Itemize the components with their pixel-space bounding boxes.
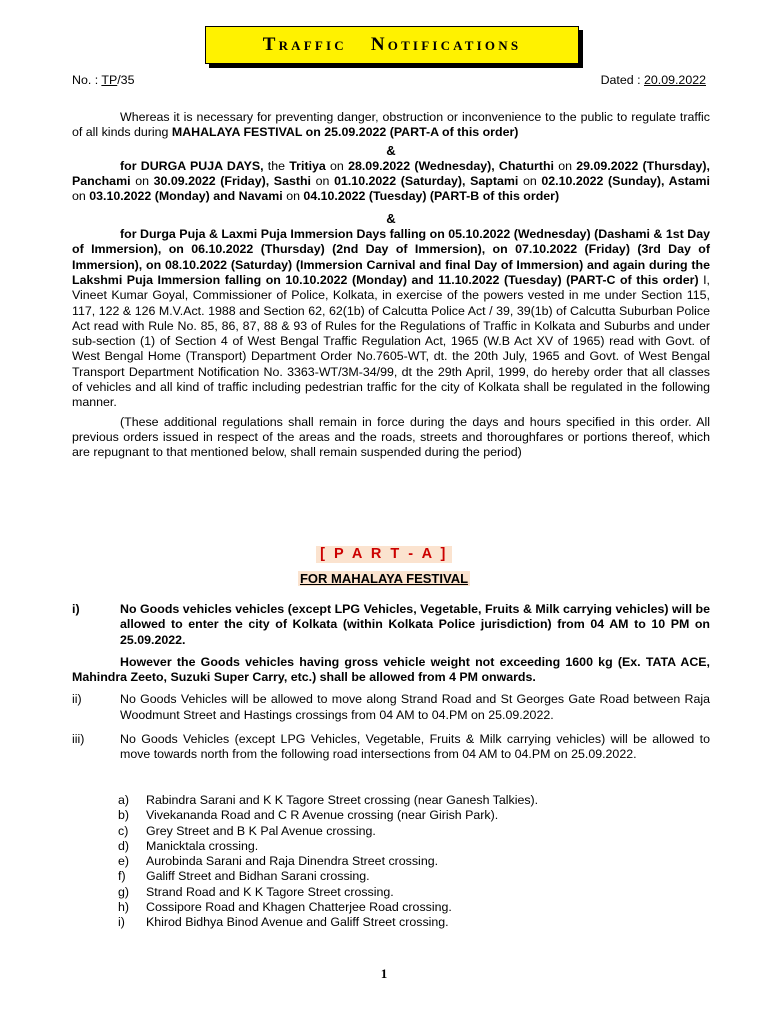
part-a-clauses [72, 602, 710, 763]
reference-number [72, 73, 134, 88]
page-number: 1 [380, 966, 388, 981]
list-item: h) Cossipore Road and Khagen Chatterjee Road crossing. [118, 900, 452, 915]
date-line [601, 73, 706, 88]
list-item: e) Aurobinda Sarani and Raja Dinendra Street crossing. [118, 854, 439, 869]
part-a-subtitle: FOR MAHALAYA FESTIVAL [299, 571, 469, 586]
list-item: b) Vivekananda Road and C R Avenue crossing (near Girish Park). [118, 808, 499, 823]
list-item: c) Grey Street and B K Pal Avenue crossing. [118, 823, 376, 838]
dated-label: Dated : [600, 73, 644, 87]
part-a-subheading [0, 571, 768, 587]
list-item: i) Khirod Bidhya Binod Avenue and Galiff Street crossing. [118, 915, 449, 930]
document-title: Traffic Notifications [262, 34, 522, 56]
crossings-list [118, 793, 678, 931]
title-banner [205, 26, 579, 64]
clause-ii [72, 692, 710, 723]
clause-ii-number: ii) [72, 692, 82, 707]
part-a-label: [ P A R T - A ] [316, 546, 452, 563]
list-item: g) Strand Road and K K Tagore Street crossing. [118, 884, 394, 899]
clause-iii [72, 732, 710, 763]
ref-suffix: /35 [117, 73, 135, 87]
clause-ii-text: No Goods Vehicles will be allowed to move along Strand Road and St Georges Gate Road between Raja Woodmunt Street and Hastings crossings from 04 AM to 04.PM on 25.09.2022. [120, 692, 710, 722]
ref-prefix: No. : [72, 73, 102, 87]
clause-iii-number: iii) [72, 732, 85, 747]
part-a-heading [0, 546, 768, 563]
clause-i-note: However the Goods vehicles having gross vehicle weight not exceeding 1600 kg (Ex. TATA ACE, Mahindra Zeeto, Suzuki Super Carry, etc.) shall be allowed from 4 PM onwards. [72, 654, 710, 685]
ref-code: TP [101, 73, 118, 87]
ampersand-2: & [386, 210, 396, 226]
ampersand-1: & [386, 142, 396, 158]
preamble-paragraph-3: for Durga Puja & Laxmi Puja Immersion Days falling on 05.10.2022 (Wednesday) (Dashami & 1st Day of Immersion), on 06.10.2022 (Thursday) (2nd Day of Immersion), on 07.10.2022 (Friday) (3rd Day of Immersion), on 08.10.2022 (Saturday) (Immersion Carnival and final Day of Immersion) and again during the Lakshmi Puja Immersion falling on 10.10.2022 (Monday) and 11.10.2022 (Tuesday) (PART-C of this order) I, Vineet Kumar Goyal, Commissioner of Police, Kolkata, in exercise of the powers vested in me under Section 115, 117, 122 & 126 M.V.Act. 1988 and Section 62, 62(1b) of Calcutta Police Act / 39, 39(1b) of Calcutta Suburban Police Act read with Rule No. 85, 86, 87, 88 & 93 of Rules for the Regulations of Traffic in Kolkata and Suburbs and under sub-section (1) of Section 4 of West Bengal Traffic Regulation Act, 1965 (W.B Act XV of 1965) read with Govt. of West Bengal Home (Transport) Department Order No.7605-WT, dt. the 20th July, 1965 and Govt. of West Bengal Transport Department Notification No. 3363-WT/3M-34/99, dt the 29th April, 1999, do hereby order that all classes of vehicles and all kind of traffic including pedestrian traffic for the city of Kolkata shall be regulated in the following manner. [72, 227, 710, 410]
list-item: f) Galiff Street and Bidhan Sarani crossing. [118, 869, 370, 884]
clause-i-number: i) [72, 602, 80, 616]
preamble-paragraph-4: (These additional regulations shall remain in force during the days and hours specified in this order. All previous orders issued in respect of the areas and the roads, streets and thoroughfares or portions thereof, which are repugnant to that mentioned below, shall remain suspended during the period) [72, 414, 710, 460]
dated-value: 20.09.2022 [643, 73, 706, 87]
preamble-paragraph-2: for DURGA PUJA DAYS, the Tritiya on 28.09.2022 (Wednesday), Chaturthi on 29.09.2022 (Thursday), Panchami on 30.09.2022 (Friday), Sasthi on 01.10.2022 (Saturday), Saptami on 02.10.2022 (Sunday), Astami on 03.10.2022 (Monday) and Navami on 04.10.2022 (Tuesday) (PART-B of this order) [72, 158, 710, 204]
clause-iii-text: No Goods Vehicles (except LPG Vehicles, Vegetable, Fruits & Milk carrying vehicles) will be allowed to move towards north from the following road intersections from 04 AM to 04.PM on 25.09.2022. [120, 732, 710, 762]
preamble [72, 110, 710, 461]
list-item: a) Rabindra Sarani and K K Tagore Street crossing (near Ganesh Talkies). [118, 793, 539, 807]
clause-i-text: No Goods vehicles vehicles (except LPG Vehicles, Vegetable, Fruits & Milk carrying vehicles) will be allowed to enter the city of Kolkata (within Kolkata Police jurisdiction) from 04 AM to 10 PM on 25.09.2022. [120, 602, 710, 647]
preamble-paragraph-1: Whereas it is necessary for preventing danger, obstruction or inconvenience to the public to regulate traffic of all kinds during MAHALAYA FESTIVAL on 25.09.2022 (PART-A of this order) [72, 110, 710, 140]
list-item: d) Manicktala crossing. [118, 838, 259, 853]
clause-i [72, 602, 710, 648]
